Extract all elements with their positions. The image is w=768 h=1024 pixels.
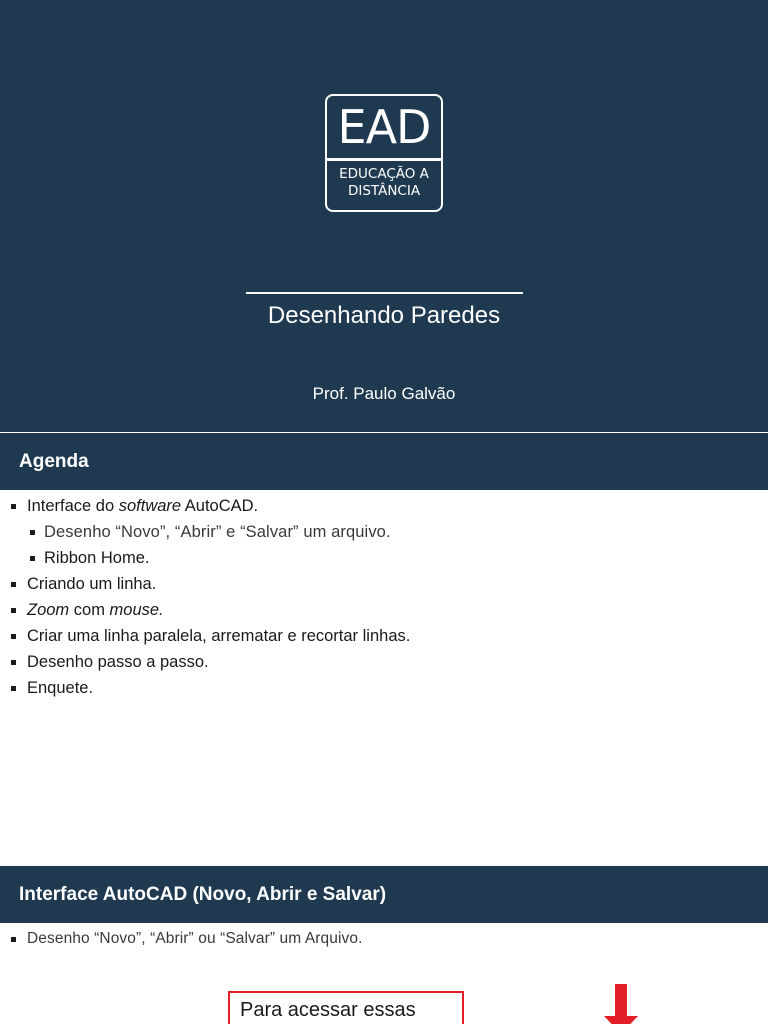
logo-sub-line1: EDUCAÇÃO A bbox=[339, 166, 429, 182]
bullet-square-icon bbox=[30, 530, 35, 535]
list-item-text: Desenho “Novo”, “Abrir” e “Salvar” um arquivo. bbox=[44, 523, 391, 541]
list-item-text: Criar uma linha paralela, arrematar e recortar linhas. bbox=[27, 627, 411, 645]
agenda-header: Agenda bbox=[0, 433, 768, 490]
bullet-square-icon bbox=[11, 582, 16, 587]
agenda-list bbox=[0, 493, 768, 701]
list-item-text: com bbox=[69, 601, 110, 619]
list-item-text: Ribbon Home. bbox=[44, 549, 150, 567]
bullet-square-icon bbox=[11, 634, 16, 639]
list-item-text: software bbox=[118, 497, 182, 515]
title-rule bbox=[246, 292, 523, 294]
ead-logo bbox=[325, 94, 443, 212]
logo-divider bbox=[327, 158, 441, 161]
bullet-square-icon bbox=[30, 556, 35, 561]
list-item bbox=[0, 649, 768, 675]
list-item bbox=[0, 493, 768, 519]
interface-list bbox=[0, 926, 768, 952]
list-item bbox=[0, 597, 768, 623]
bullet-square-icon bbox=[11, 504, 16, 509]
list-item bbox=[0, 623, 768, 649]
deck-title: Desenhando Paredes bbox=[267, 302, 501, 329]
bullet-square-icon bbox=[11, 686, 16, 691]
list-item-text: Zoom bbox=[27, 601, 70, 619]
list-item-text: AutoCAD. bbox=[181, 497, 259, 515]
interface-header: Interface AutoCAD (Novo, Abrir e Salvar) bbox=[0, 866, 768, 923]
bullet-square-icon bbox=[11, 937, 16, 942]
callout-box: Para acessar essas bbox=[228, 991, 464, 1024]
list-item bbox=[0, 571, 768, 597]
logo-sub-line2: DISTÂNCIA bbox=[347, 183, 421, 199]
list-item bbox=[0, 675, 768, 701]
list-item-text: Criando um linha. bbox=[27, 575, 157, 593]
logo-sub-text bbox=[327, 166, 441, 200]
list-item-text: Interface do bbox=[27, 497, 119, 515]
title-slide bbox=[0, 0, 768, 432]
logo-main-text: EAD bbox=[337, 100, 431, 154]
bullet-square-icon bbox=[11, 660, 16, 665]
list-item bbox=[0, 519, 768, 545]
deck-author: Prof. Paulo Galvão bbox=[312, 384, 456, 403]
list-item-text: Enquete. bbox=[27, 679, 94, 697]
list-item bbox=[0, 926, 768, 952]
list-item-text: Desenho passo a passo. bbox=[27, 653, 209, 671]
list-item-text: mouse. bbox=[109, 601, 164, 619]
bullet-square-icon bbox=[11, 608, 16, 613]
list-item bbox=[0, 545, 768, 571]
arrow-down-icon bbox=[604, 984, 638, 1024]
list-item-text: Desenho “Novo”, “Abrir” ou “Salvar” um Arquivo. bbox=[27, 930, 363, 947]
